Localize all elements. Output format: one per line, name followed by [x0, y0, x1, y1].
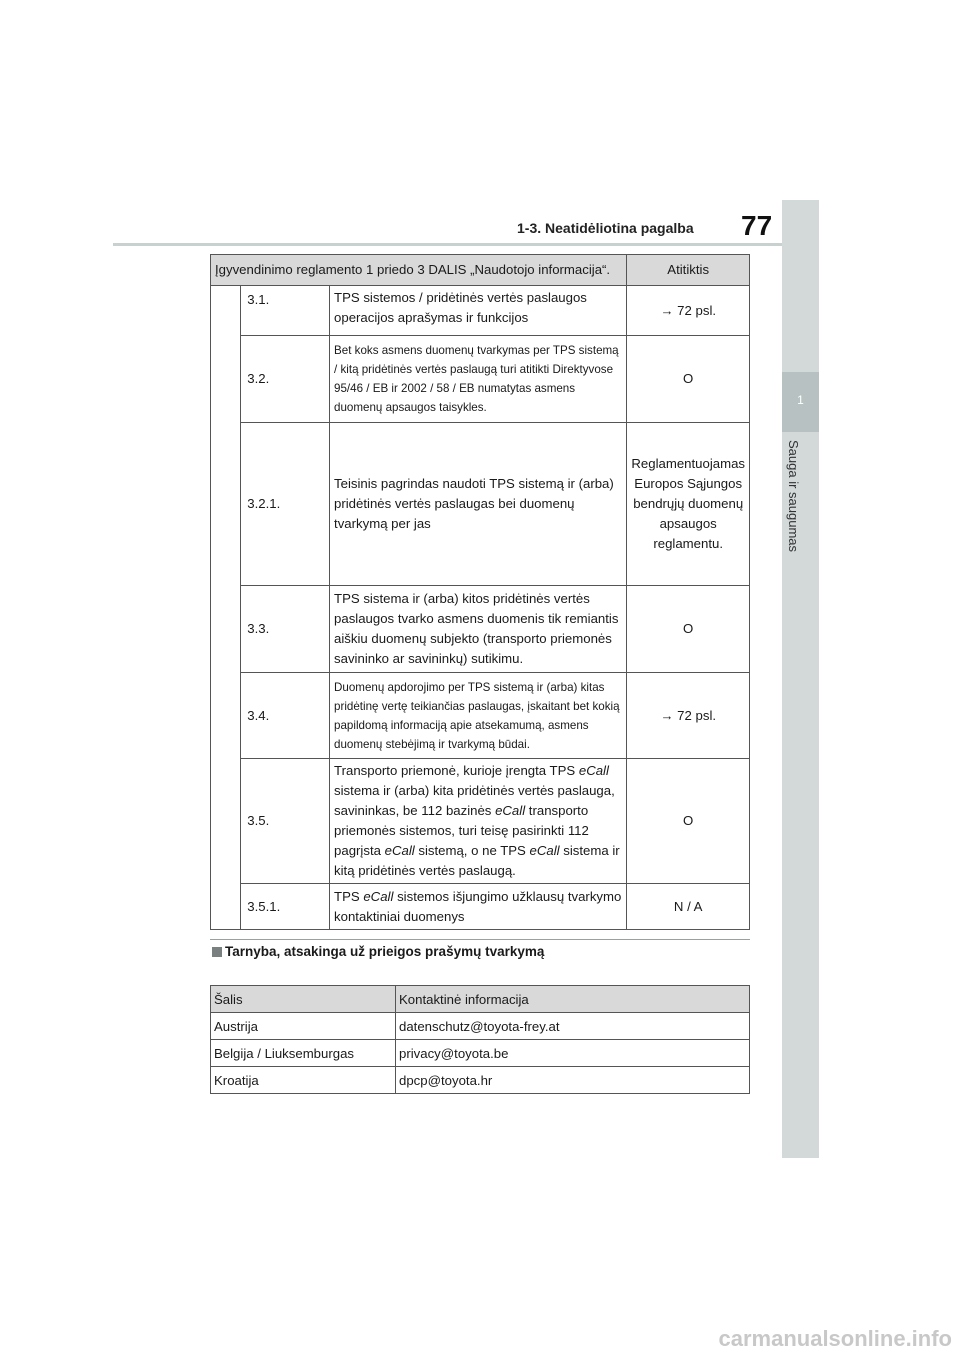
section-title: 1-3. Neatidėliotina pagalba [517, 220, 694, 236]
watermark: carmanualsonline.info [718, 1326, 952, 1351]
contacts-table [210, 985, 750, 1094]
table-row [211, 336, 750, 423]
row-compliance: N / A [627, 884, 750, 930]
row-compliance: → 72 psl. [627, 286, 750, 336]
section-bullet-icon [212, 947, 222, 957]
section-divider [210, 939, 750, 940]
header-rule [113, 243, 783, 246]
row-compliance: O [627, 336, 750, 423]
contact-cell: privacy@toyota.be [396, 1040, 750, 1067]
row-description: TPS eCall sistemos išjungimo užklausų tvarkymo kontaktiniai duomenys [330, 884, 627, 930]
table-row [211, 423, 750, 586]
side-tab-label: Sauga ir saugumas [786, 440, 801, 553]
row-compliance: Reglamentuojamas Europos Sąjungos bendrųjų duomenų apsaugos reglamentu. [627, 423, 750, 586]
table-header-row [211, 255, 750, 286]
row-number: 3.3. [241, 586, 330, 673]
row-description: Transporto priemonė, kurioje įrengta TPS eCall sistema ir (arba) kita pridėtinės vertės paslauga, savininkas, be 112 bazinės eCall transporto priemonės sistemos, turi teisę pasirinkti 112 pagrįsta eCall sistemą, o ne TPS eCall sistema ir kitą pridėtinės vertės paslaugą. [330, 759, 627, 884]
country-cell: Austrija [211, 1013, 396, 1040]
table-row [211, 586, 750, 673]
row-number: 3.1. [241, 286, 330, 336]
table-header-left: Įgyvendinimo reglamento 1 priedo 3 DALIS „Naudotojo informacija“. [211, 255, 627, 286]
row-compliance: O [627, 759, 750, 884]
country-cell: Belgija / Liuksemburgas [211, 1040, 396, 1067]
contact-cell: dpcp@toyota.hr [396, 1067, 750, 1094]
contacts-header-row [211, 986, 750, 1013]
table-row [211, 1013, 750, 1040]
row-description: Duomenų apdorojimo per TPS sistemą ir (arba) kitas pridėtinę vertę teikiančias paslaugas, įskaitant bet kokią papildomą informaciją apie atsekamumą, asmens duomenų stebėjimą ir tvarkymą būdai. [330, 673, 627, 759]
section-heading: Tarnyba, atsakinga už prieigos prašymų tvarkymą [212, 944, 544, 959]
contacts-header-info: Kontaktinė informacija [396, 986, 750, 1013]
table-row [211, 673, 750, 759]
row-number: 3.5. [241, 759, 330, 884]
row-number: 3.4. [241, 673, 330, 759]
row-description: Teisinis pagrindas naudoti TPS sistemą ir (arba) pridėtinės vertės paslaugas bei duomenų tvarkymą per jas [330, 423, 627, 586]
table-row [211, 759, 750, 884]
side-tab-number: 1 [797, 393, 804, 407]
row-compliance: → 72 psl. [627, 673, 750, 759]
row-description: TPS sistemos / pridėtinės vertės paslaugos operacijos aprašymas ir funkcijos [330, 286, 627, 336]
page-number: 77 [741, 210, 773, 241]
table-row [211, 1040, 750, 1067]
table-row [211, 1067, 750, 1094]
row-compliance: O [627, 586, 750, 673]
row-number: 3.2. [241, 336, 330, 423]
table-row [211, 286, 750, 336]
side-tab [782, 200, 819, 1158]
table-header-right: Atitiktis [627, 255, 750, 286]
country-cell: Kroatija [211, 1067, 396, 1094]
row-description: Bet koks asmens duomenų tvarkymas per TPS sistemą / kitą pridėtinės vertės paslaugą turi atitikti Direktyvose 95/46 / EB ir 2002 / 58 / EB numatytas asmens duomenų apsaugos taisykles. [330, 336, 627, 423]
contact-cell: datenschutz@toyota-frey.at [396, 1013, 750, 1040]
row-number: 3.5.1. [241, 884, 330, 930]
contacts-header-country: Šalis [211, 986, 396, 1013]
blank-cell [211, 286, 241, 930]
row-description: TPS sistema ir (arba) kitos pridėtinės vertės paslaugos tvarko asmens duomenis tik remiantis aiškiu duomenų subjekto (transporto priemonės savininko ar savininkų) sutikimu. [330, 586, 627, 673]
regulation-table [210, 254, 750, 930]
table-row [211, 884, 750, 930]
row-number: 3.2.1. [241, 423, 330, 586]
